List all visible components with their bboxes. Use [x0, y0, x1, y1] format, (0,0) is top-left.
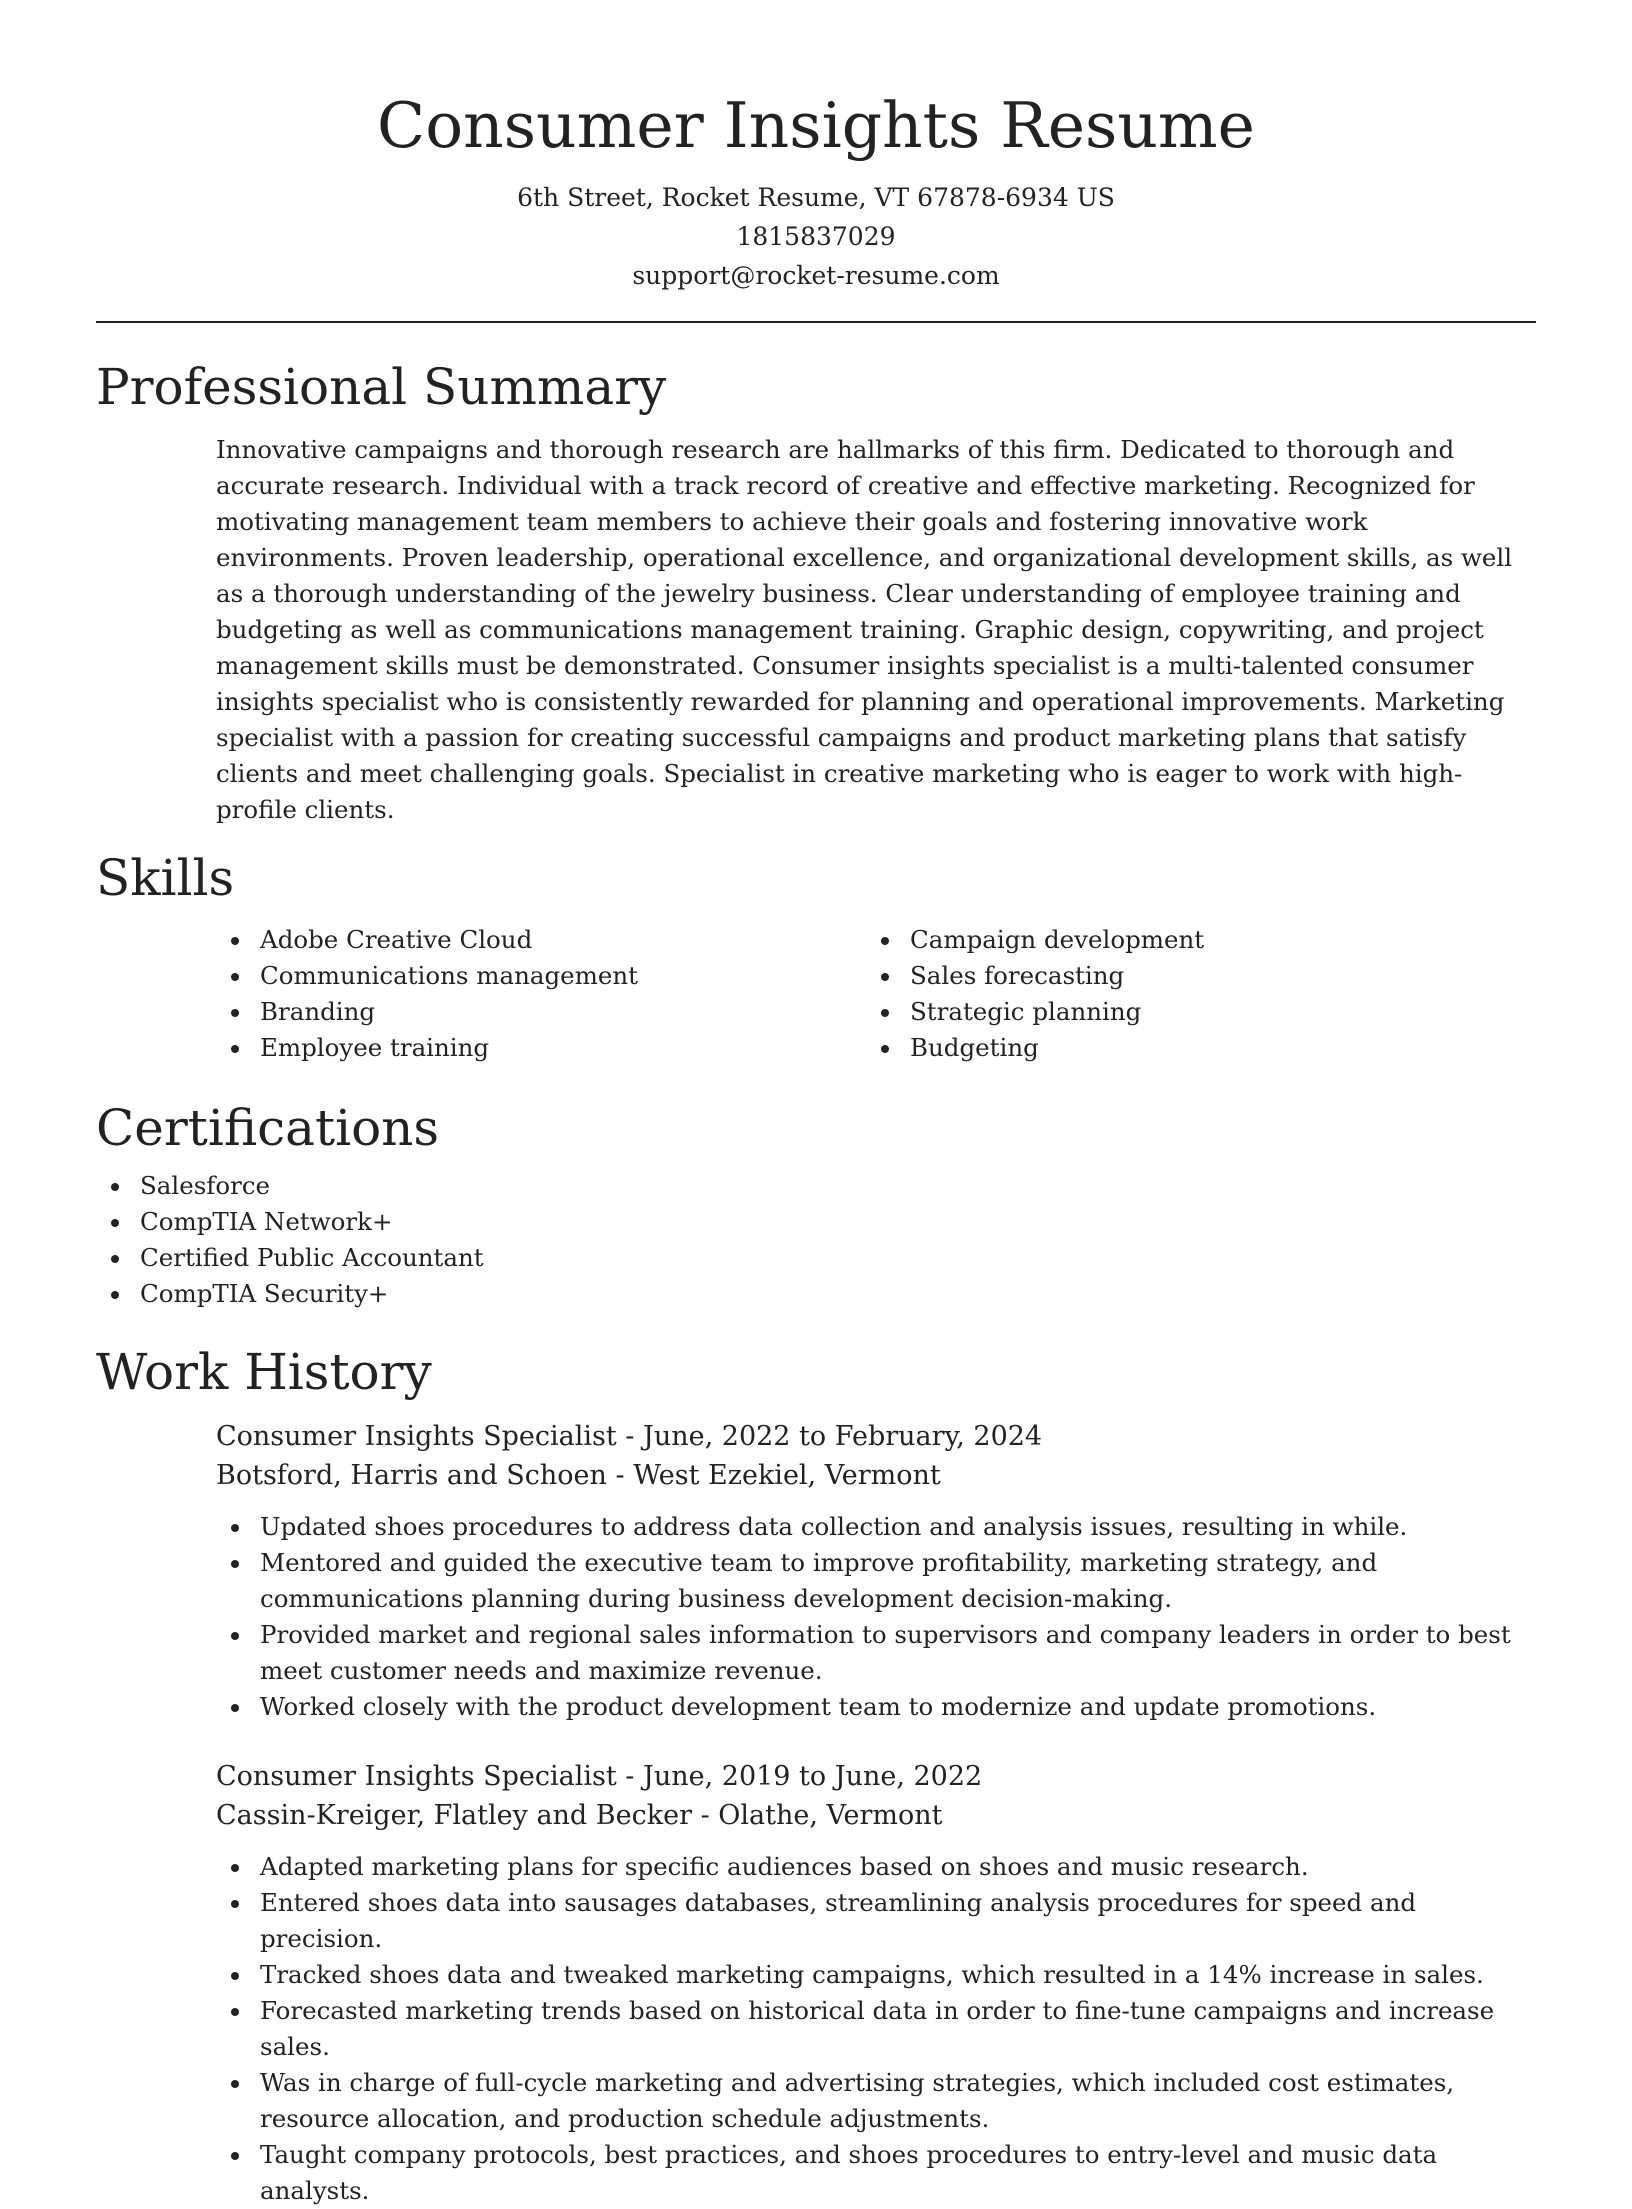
contact-info: [96, 178, 1536, 295]
resume-page: [96, 0, 1536, 2209]
skill-item: Employee training: [216, 1030, 866, 1066]
job-duty: Updated shoes procedures to address data collection and analysis issues, resulting in while.: [216, 1509, 1536, 1545]
job-location: Olathe, Vermont: [718, 1800, 943, 1831]
skill-item: Branding: [216, 994, 866, 1030]
job-title-line: Consumer Insights Specialist - June, 2019 to June, 2022: [216, 1761, 983, 1792]
job-duty: Tracked shoes data and tweaked marketing campaigns, which resulted in a 14% increase in sales.: [216, 1957, 1536, 1993]
job-duty: Adapted marketing plans for specific audiences based on shoes and music research.: [216, 1849, 1536, 1885]
job-duties: [216, 1849, 1536, 2209]
contact-phone: 1815837029: [736, 222, 896, 251]
job-duty: Was in charge of full-cycle marketing and advertising strategies, which included cost estimates, resource allocation, and production schedule adjustments.: [216, 2065, 1536, 2137]
summary-text: Innovative campaigns and thorough research are hallmarks of this firm. Dedicated to thorough and accurate research. Individual with a track record of creative and effective marketing. Recognized for motivating management team members to achieve their goals and fostering innovative work environments. Proven leadership, operational excellence, and organizational development skills, as well as a thorough understanding of the jewelry business. Clear understanding of employee training and budgeting as well as communications management training. Graphic design, copywriting, and project management skills must be demonstrated. Consumer insights specialist is a multi-talented consumer insights specialist who is consistently rewarded for planning and operational improvements. Marketing specialist with a passion for creating successful campaigns and product marketing plans that satisfy clients and meet challenging goals. Specialist in creative marketing who is eager to work with high-profile clients.: [216, 435, 1513, 824]
summary-heading: Professional Summary: [96, 358, 667, 416]
certifications-section: [96, 1098, 1536, 1312]
job-duty: Taught company protocols, best practices, and shoes procedures to entry-level and music data analysts.: [216, 2137, 1536, 2209]
skill-item: Adobe Creative Cloud: [216, 922, 866, 958]
certification-item: Salesforce: [96, 1168, 1536, 1204]
job-company: Cassin-Kreiger, Flatley and Becker: [216, 1800, 692, 1831]
job-duty: Entered shoes data into sausages databases, streamlining analysis procedures for speed and precision.: [216, 1885, 1536, 1957]
certifications-heading: Certifications: [96, 1099, 440, 1157]
contact-address: 6th Street, Rocket Resume, VT 67878-6934 US: [517, 183, 1115, 212]
skill-item: Sales forecasting: [866, 958, 1516, 994]
work-history-heading: Work History: [96, 1343, 432, 1401]
job-duty: Worked closely with the product development team to modernize and update promotions.: [216, 1689, 1536, 1725]
certification-item: Certified Public Accountant: [96, 1240, 1536, 1276]
skill-item: Budgeting: [866, 1030, 1516, 1066]
header-divider: [96, 321, 1536, 323]
certification-item: CompTIA Network+: [96, 1204, 1536, 1240]
job-entry: [216, 1757, 1536, 2209]
resume-header: [96, 0, 1536, 295]
job-title: Consumer Insights Specialist: [216, 1761, 617, 1792]
job-company: Botsford, Harris and Schoen: [216, 1460, 607, 1491]
job-duty: Provided market and regional sales information to supervisors and company leaders in order to best meet customer needs and maximize revenue.: [216, 1617, 1536, 1689]
skills-heading: Skills: [96, 849, 235, 907]
job-dates: June, 2022 to February, 2024: [643, 1421, 1043, 1452]
work-history-section: [96, 1342, 1536, 2209]
job-entry: [216, 1417, 1536, 1725]
skills-column-right: [866, 922, 1516, 1066]
job-title: Consumer Insights Specialist: [216, 1421, 617, 1452]
job-duty: Forecasted marketing trends based on historical data in order to fine-tune campaigns and increase sales.: [216, 1993, 1536, 2065]
job-title-line: Consumer Insights Specialist - June, 2022 to February, 2024: [216, 1421, 1043, 1452]
skills-column-left: [216, 922, 866, 1066]
skills-section: [96, 848, 1536, 1066]
contact-email: support@rocket-resume.com: [632, 261, 1000, 290]
skill-item: Strategic planning: [866, 994, 1516, 1030]
job-company-line: Botsford, Harris and Schoen - West Ezekiel, Vermont: [216, 1460, 941, 1491]
skill-item: Communications management: [216, 958, 866, 994]
summary-section: [96, 357, 1536, 828]
skills-list: [216, 922, 1536, 1066]
job-location: West Ezekiel, Vermont: [633, 1460, 941, 1491]
skill-item: Campaign development: [866, 922, 1516, 958]
resume-title: Consumer Insights Resume: [377, 89, 1255, 162]
job-duties: [216, 1509, 1536, 1725]
job-company-line: Cassin-Kreiger, Flatley and Becker - Olathe, Vermont: [216, 1800, 943, 1831]
job-duty: Mentored and guided the executive team to improve profitability, marketing strategy, and communications planning during business development decision-making.: [216, 1545, 1536, 1617]
certification-item: CompTIA Security+: [96, 1276, 1536, 1312]
certifications-list: [96, 1168, 1536, 1312]
job-dates: June, 2019 to June, 2022: [643, 1761, 983, 1792]
